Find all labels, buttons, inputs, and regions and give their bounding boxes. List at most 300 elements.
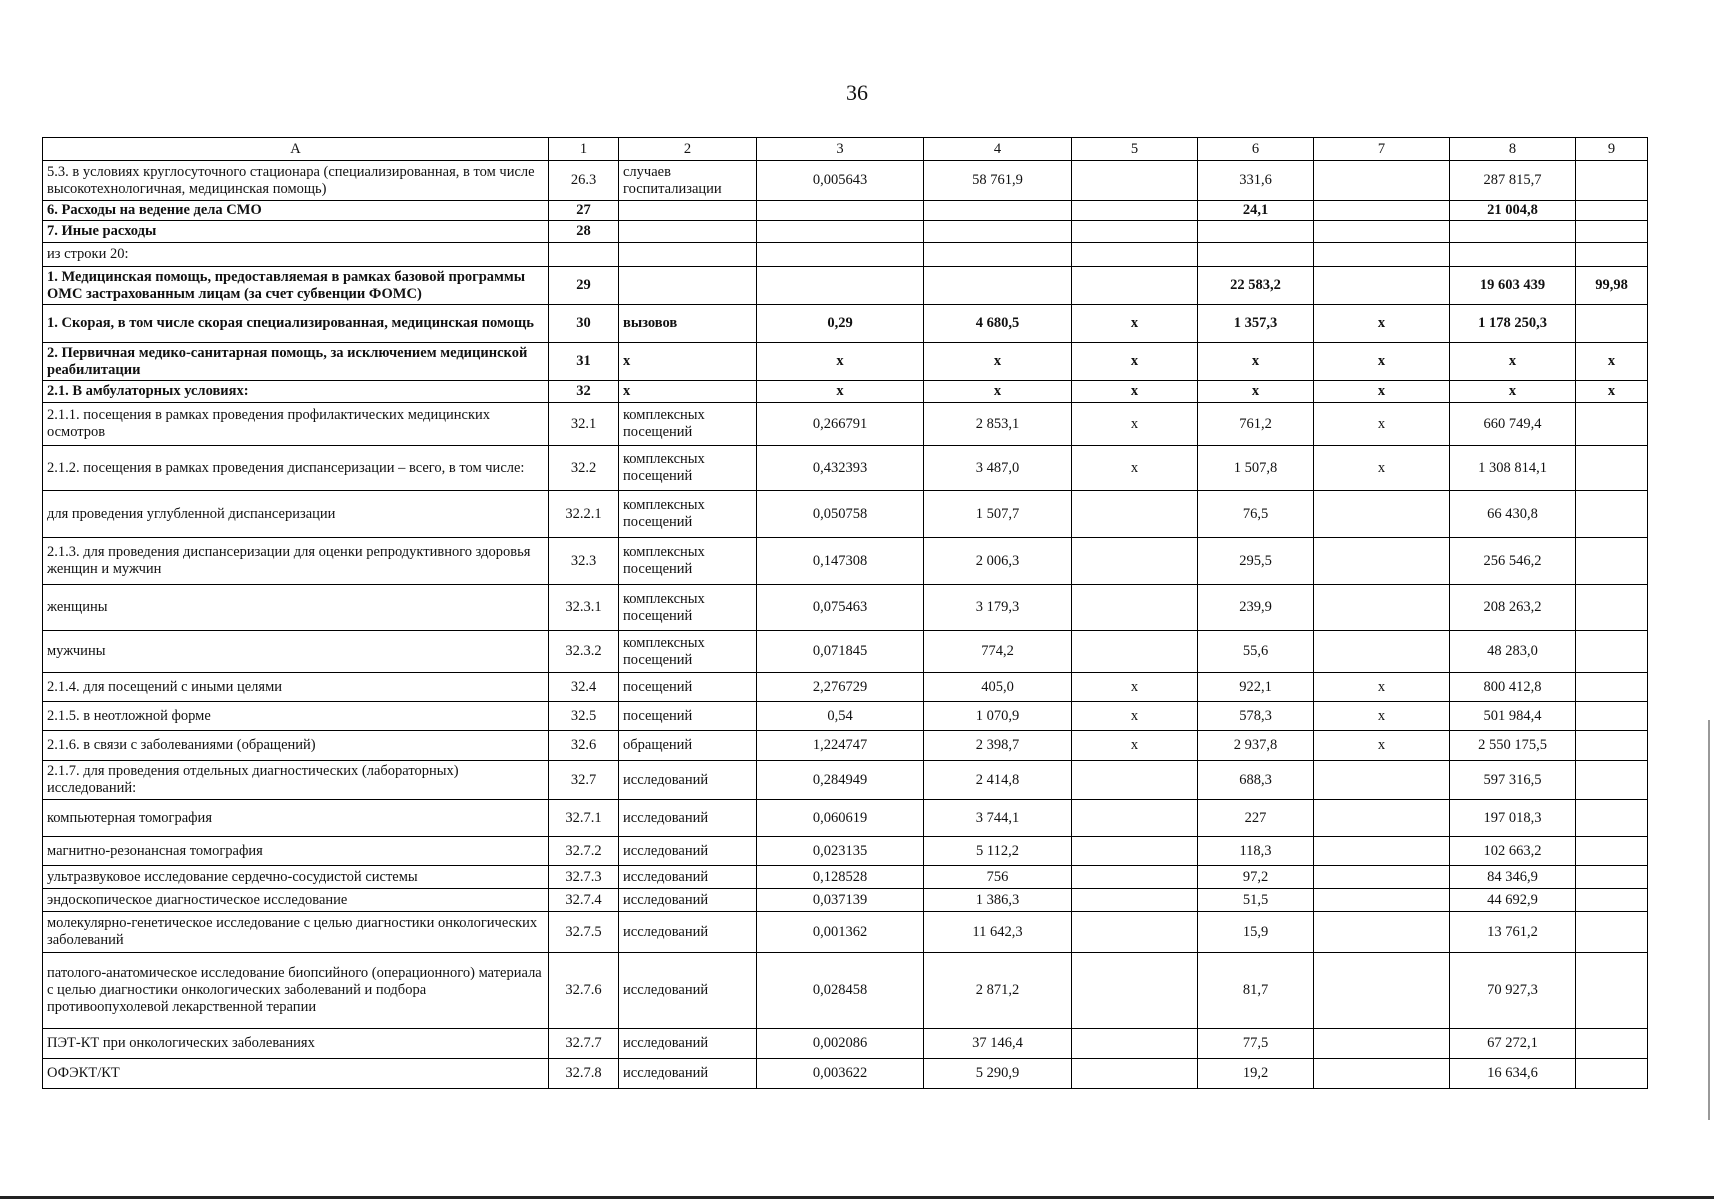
table-cell: 32.7.2 [549, 837, 619, 866]
table-cell: 1 386,3 [924, 889, 1072, 912]
table-cell: исследований [619, 761, 757, 800]
table-cell [619, 267, 757, 305]
table-cell: 239,9 [1198, 585, 1314, 631]
table-cell [1450, 243, 1576, 267]
table-cell: 0,001362 [757, 912, 924, 953]
row-description-cell: патолого-анатомическое исследование биопсийного (операционного) материала с целью диагностики онкологических заболеваний и подбора противоопухолевой лекарственной терапии [43, 953, 549, 1029]
table-row [43, 161, 1648, 201]
table-cell [924, 267, 1072, 305]
table-cell [1314, 267, 1450, 305]
table-row [43, 837, 1648, 866]
table-cell: 55,6 [1198, 631, 1314, 673]
table-cell [1072, 491, 1198, 538]
table-cell: исследований [619, 953, 757, 1029]
table-cell: 0,037139 [757, 889, 924, 912]
table-cell: 37 146,4 [924, 1029, 1072, 1059]
table-cell [1576, 702, 1648, 731]
table-cell: 2 006,3 [924, 538, 1072, 585]
table-cell: х [757, 343, 924, 381]
table-cell: 2,276729 [757, 673, 924, 702]
table-cell: 660 749,4 [1450, 403, 1576, 446]
table-cell: 3 179,3 [924, 585, 1072, 631]
table-cell [1314, 800, 1450, 837]
table-cell [1314, 243, 1450, 267]
table-cell: 197 018,3 [1450, 800, 1576, 837]
table-cell [1314, 761, 1450, 800]
data-table [42, 137, 1648, 1089]
table-cell [1576, 491, 1648, 538]
table-cell [1072, 761, 1198, 800]
table-cell [1576, 1029, 1648, 1059]
row-description-cell: 2.1.1. посещения в рамках проведения профилактических медицинских осмотров [43, 403, 549, 446]
table-cell: 32.7.8 [549, 1059, 619, 1089]
table-cell: 51,5 [1198, 889, 1314, 912]
table-cell [1314, 1059, 1450, 1089]
table-cell [1576, 446, 1648, 491]
table-cell [1576, 1059, 1648, 1089]
table-cell: комплексных посещений [619, 446, 757, 491]
table-cell: 44 692,9 [1450, 889, 1576, 912]
table-cell: 118,3 [1198, 837, 1314, 866]
row-description-cell: мужчины [43, 631, 549, 673]
table-cell [1314, 538, 1450, 585]
table-cell [1576, 631, 1648, 673]
table-cell: 208 263,2 [1450, 585, 1576, 631]
table-cell [1314, 161, 1450, 201]
row-description-cell: из строки 20: [43, 243, 549, 267]
column-header: 6 [1198, 138, 1314, 161]
table-cell: 11 642,3 [924, 912, 1072, 953]
column-header: 1 [549, 138, 619, 161]
table-cell: 32.2.1 [549, 491, 619, 538]
table-cell: 32.2 [549, 446, 619, 491]
table-cell [757, 221, 924, 243]
table-cell: 4 680,5 [924, 305, 1072, 343]
table-cell: обращений [619, 731, 757, 761]
table-row [43, 800, 1648, 837]
table-cell [1314, 889, 1450, 912]
column-header: 8 [1450, 138, 1576, 161]
table-row [43, 491, 1648, 538]
row-description-cell: магнитно-резонансная томография [43, 837, 549, 866]
row-description-cell: женщины [43, 585, 549, 631]
table-cell: комплексных посещений [619, 585, 757, 631]
table-cell: 0,060619 [757, 800, 924, 837]
row-description-cell: эндоскопическое диагностическое исследование [43, 889, 549, 912]
table-cell [1072, 889, 1198, 912]
table-cell [1314, 953, 1450, 1029]
table-cell [1072, 221, 1198, 243]
table-cell: 756 [924, 866, 1072, 889]
table-cell: 97,2 [1198, 866, 1314, 889]
table-cell [1072, 800, 1198, 837]
table-cell: 0,432393 [757, 446, 924, 491]
table-cell [1576, 305, 1648, 343]
row-description-cell: 2.1.7. для проведения отдельных диагностических (лабораторных) исследований: [43, 761, 549, 800]
table-cell [1314, 912, 1450, 953]
table-cell: 287 815,7 [1450, 161, 1576, 201]
table-cell: 501 984,4 [1450, 702, 1576, 731]
table-cell: 70 927,3 [1450, 953, 1576, 1029]
table-cell: 2 550 175,5 [1450, 731, 1576, 761]
table-cell: комплексных посещений [619, 491, 757, 538]
table-cell [619, 201, 757, 221]
table-row [43, 585, 1648, 631]
table-cell: 0,071845 [757, 631, 924, 673]
table-cell [1576, 243, 1648, 267]
table-cell: 32.7.6 [549, 953, 619, 1029]
table-cell: 1 308 814,1 [1450, 446, 1576, 491]
table-cell [1072, 866, 1198, 889]
table-cell [1576, 837, 1648, 866]
table-cell [1576, 221, 1648, 243]
table-cell [1576, 538, 1648, 585]
table-cell: х [1314, 305, 1450, 343]
table-cell: 256 546,2 [1450, 538, 1576, 585]
table-row [43, 221, 1648, 243]
column-header: 4 [924, 138, 1072, 161]
table-cell [1576, 953, 1648, 1029]
table-cell: 32.7 [549, 761, 619, 800]
table-cell [619, 243, 757, 267]
table-cell: 99,98 [1576, 267, 1648, 305]
table-cell: посещений [619, 702, 757, 731]
table-cell: 29 [549, 267, 619, 305]
table-row [43, 305, 1648, 343]
table-cell: 5 290,9 [924, 1059, 1072, 1089]
table-cell: 0,54 [757, 702, 924, 731]
table-cell [757, 243, 924, 267]
table-row [43, 343, 1648, 381]
table-cell: х [619, 343, 757, 381]
table-cell: случаев госпитализации [619, 161, 757, 201]
table-cell: 32.7.5 [549, 912, 619, 953]
table-cell [1576, 800, 1648, 837]
table-cell [619, 221, 757, 243]
column-header: А [43, 138, 549, 161]
table-cell [1072, 243, 1198, 267]
table-cell: х [1072, 343, 1198, 381]
table-row [43, 953, 1648, 1029]
table-cell [1072, 953, 1198, 1029]
table-cell: 32 [549, 381, 619, 403]
table-cell [1072, 837, 1198, 866]
column-header: 2 [619, 138, 757, 161]
table-cell: 774,2 [924, 631, 1072, 673]
table-cell [924, 201, 1072, 221]
table-cell: 922,1 [1198, 673, 1314, 702]
column-header: 5 [1072, 138, 1198, 161]
table-cell: исследований [619, 1059, 757, 1089]
table-cell: х [619, 381, 757, 403]
header-row [43, 138, 1648, 161]
row-description-cell: ультразвуковое исследование сердечно-сосудистой системы [43, 866, 549, 889]
table-cell: х [1314, 381, 1450, 403]
column-header: 9 [1576, 138, 1648, 161]
table-cell: х [1072, 731, 1198, 761]
table-cell: х [1576, 343, 1648, 381]
table-cell: 2 853,1 [924, 403, 1072, 446]
row-description-cell: 2.1.4. для посещений с иными целями [43, 673, 549, 702]
table-cell: 32.6 [549, 731, 619, 761]
row-description-cell: 2.1. В амбулаторных условиях: [43, 381, 549, 403]
table-cell: 2 871,2 [924, 953, 1072, 1029]
table-cell [1576, 889, 1648, 912]
table-cell: 0,075463 [757, 585, 924, 631]
table-cell: х [1314, 702, 1450, 731]
table-cell: 102 663,2 [1450, 837, 1576, 866]
table-cell: 1 070,9 [924, 702, 1072, 731]
table-cell [1314, 631, 1450, 673]
table-cell: исследований [619, 889, 757, 912]
table-cell [1576, 761, 1648, 800]
table-cell: 32.3.1 [549, 585, 619, 631]
table-cell [1314, 837, 1450, 866]
table-cell [1072, 1029, 1198, 1059]
table-cell: исследований [619, 912, 757, 953]
table-cell [1576, 201, 1648, 221]
table-cell: х [924, 343, 1072, 381]
table-cell: х [1072, 673, 1198, 702]
table-row [43, 889, 1648, 912]
table-cell: 26.3 [549, 161, 619, 201]
table-cell [1314, 866, 1450, 889]
table-row [43, 243, 1648, 267]
table-row [43, 866, 1648, 889]
table-cell: исследований [619, 1029, 757, 1059]
table-cell: 578,3 [1198, 702, 1314, 731]
table-cell: комплексных посещений [619, 538, 757, 585]
table-cell: 84 346,9 [1450, 866, 1576, 889]
table-row [43, 267, 1648, 305]
table-cell: 0,147308 [757, 538, 924, 585]
table-cell: 0,284949 [757, 761, 924, 800]
row-description-cell: 5.3. в условиях круглосуточного стационара (специализированная, в том числе высокотехнологичная, медицинская помощь) [43, 161, 549, 201]
row-description-cell: 2.1.3. для проведения диспансеризации для оценки репродуктивного здоровья женщин и мужчин [43, 538, 549, 585]
table-cell: х [1314, 403, 1450, 446]
table-cell [1314, 585, 1450, 631]
table-cell: 0,002086 [757, 1029, 924, 1059]
table-cell: 24,1 [1198, 201, 1314, 221]
table-row [43, 912, 1648, 953]
table-cell: 3 487,0 [924, 446, 1072, 491]
table-cell: 16 634,6 [1450, 1059, 1576, 1089]
table-row [43, 731, 1648, 761]
table-cell [1072, 538, 1198, 585]
table-cell [1314, 491, 1450, 538]
table-cell [1576, 161, 1648, 201]
table-cell: 0,050758 [757, 491, 924, 538]
table-cell: 2 414,8 [924, 761, 1072, 800]
table-cell: 0,005643 [757, 161, 924, 201]
table-cell: 0,023135 [757, 837, 924, 866]
table-cell: 405,0 [924, 673, 1072, 702]
table-cell [1576, 866, 1648, 889]
table-cell: 1 507,8 [1198, 446, 1314, 491]
table-cell: х [1072, 403, 1198, 446]
table-cell [1576, 673, 1648, 702]
table-cell [1450, 221, 1576, 243]
table-cell: 1,224747 [757, 731, 924, 761]
table-cell [924, 243, 1072, 267]
table-row [43, 761, 1648, 800]
table-cell [1072, 912, 1198, 953]
table-cell: 30 [549, 305, 619, 343]
table-cell: 81,7 [1198, 953, 1314, 1029]
table-cell: 22 583,2 [1198, 267, 1314, 305]
table-cell: комплексных посещений [619, 403, 757, 446]
table-cell [1072, 267, 1198, 305]
table-cell [1072, 201, 1198, 221]
table-cell: 32.4 [549, 673, 619, 702]
row-description-cell: 6. Расходы на ведение дела СМО [43, 201, 549, 221]
table-cell: 1 507,7 [924, 491, 1072, 538]
table-cell: 2 398,7 [924, 731, 1072, 761]
row-description-cell: молекулярно-генетическое исследование с целью диагностики онкологических заболеваний [43, 912, 549, 953]
table-cell: х [1314, 731, 1450, 761]
table-cell [757, 267, 924, 305]
table-cell: 331,6 [1198, 161, 1314, 201]
row-description-cell: 1. Медицинская помощь, предоставляемая в рамках базовой программы ОМС застрахованным лицам (за счет субвенции ФОМС) [43, 267, 549, 305]
table-cell: 227 [1198, 800, 1314, 837]
row-description-cell: 2.1.6. в связи с заболеваниями (обращений) [43, 731, 549, 761]
table-cell: 295,5 [1198, 538, 1314, 585]
table-cell: исследований [619, 837, 757, 866]
table-cell: х [924, 381, 1072, 403]
table-cell: 32.5 [549, 702, 619, 731]
table-cell: вызовов [619, 305, 757, 343]
table-cell: х [1450, 343, 1576, 381]
table-cell: 27 [549, 201, 619, 221]
table-cell: 0,003622 [757, 1059, 924, 1089]
table-cell: х [757, 381, 924, 403]
table-cell: 67 272,1 [1450, 1029, 1576, 1059]
table-cell: х [1314, 446, 1450, 491]
table-cell: х [1314, 343, 1450, 381]
table-cell [1576, 585, 1648, 631]
row-description-cell: компьютерная томография [43, 800, 549, 837]
table-cell: 32.7.3 [549, 866, 619, 889]
table-cell: 32.7.7 [549, 1029, 619, 1059]
table-row [43, 201, 1648, 221]
table-cell [1576, 912, 1648, 953]
page-bottom-rule [0, 1196, 1714, 1199]
table-cell: 13 761,2 [1450, 912, 1576, 953]
table-cell: 0,028458 [757, 953, 924, 1029]
table-cell: х [1072, 381, 1198, 403]
table-cell [1314, 1029, 1450, 1059]
table-cell: 31 [549, 343, 619, 381]
table-cell [924, 221, 1072, 243]
table-cell: 21 004,8 [1450, 201, 1576, 221]
table-cell: 19 603 439 [1450, 267, 1576, 305]
table-cell: 66 430,8 [1450, 491, 1576, 538]
table-cell: 15,9 [1198, 912, 1314, 953]
row-description-cell: 1. Скорая, в том числе скорая специализированная, медицинская помощь [43, 305, 549, 343]
table-cell: посещений [619, 673, 757, 702]
row-description-cell: ПЭТ-КТ при онкологических заболеваниях [43, 1029, 549, 1059]
table-cell: х [1450, 381, 1576, 403]
table-cell: 28 [549, 221, 619, 243]
table-row [43, 446, 1648, 491]
table-cell: 58 761,9 [924, 161, 1072, 201]
table-row [43, 381, 1648, 403]
table-row [43, 1029, 1648, 1059]
table-cell: 0,266791 [757, 403, 924, 446]
table-cell: 0,128528 [757, 866, 924, 889]
table-cell [1198, 221, 1314, 243]
column-header: 3 [757, 138, 924, 161]
scan-edge-mark [1708, 720, 1710, 1120]
table-cell: х [1198, 381, 1314, 403]
row-description-cell: для проведения углубленной диспансеризации [43, 491, 549, 538]
table-cell: 48 283,0 [1450, 631, 1576, 673]
table-cell: 32.3 [549, 538, 619, 585]
table-cell: 761,2 [1198, 403, 1314, 446]
table-cell: 32.7.4 [549, 889, 619, 912]
table-cell: 800 412,8 [1450, 673, 1576, 702]
table-cell: 688,3 [1198, 761, 1314, 800]
row-description-cell: 2.1.2. посещения в рамках проведения диспансеризации – всего, в том числе: [43, 446, 549, 491]
row-description-cell: 7. Иные расходы [43, 221, 549, 243]
table-cell: 0,29 [757, 305, 924, 343]
table-cell: х [1314, 673, 1450, 702]
table-row [43, 702, 1648, 731]
table-cell: 76,5 [1198, 491, 1314, 538]
table-cell [549, 243, 619, 267]
table-cell: х [1198, 343, 1314, 381]
table-cell: 3 744,1 [924, 800, 1072, 837]
table-row [43, 673, 1648, 702]
page-number: 36 [846, 80, 868, 105]
table-row [43, 403, 1648, 446]
table-cell: 5 112,2 [924, 837, 1072, 866]
column-header: 7 [1314, 138, 1450, 161]
row-description-cell: ОФЭКТ/КТ [43, 1059, 549, 1089]
table-cell: 1 178 250,3 [1450, 305, 1576, 343]
row-description-cell: 2.1.5. в неотложной форме [43, 702, 549, 731]
table-row [43, 631, 1648, 673]
table-cell: 32.7.1 [549, 800, 619, 837]
table-cell [1576, 731, 1648, 761]
table-cell: 32.1 [549, 403, 619, 446]
table-cell: комплексных посещений [619, 631, 757, 673]
table-row [43, 538, 1648, 585]
table-cell [1314, 201, 1450, 221]
table-row [43, 1059, 1648, 1089]
table-cell: 1 357,3 [1198, 305, 1314, 343]
table-cell [757, 201, 924, 221]
table-cell: исследований [619, 866, 757, 889]
table-cell [1314, 221, 1450, 243]
table-cell: 77,5 [1198, 1029, 1314, 1059]
table-cell: 32.3.2 [549, 631, 619, 673]
row-description-cell: 2. Первичная медико-санитарная помощь, за исключением медицинской реабилитации [43, 343, 549, 381]
table-cell [1072, 161, 1198, 201]
table-cell [1072, 631, 1198, 673]
table-cell [1198, 243, 1314, 267]
table-cell: 597 316,5 [1450, 761, 1576, 800]
table-cell: х [1072, 446, 1198, 491]
table-cell: 2 937,8 [1198, 731, 1314, 761]
table-cell [1072, 1059, 1198, 1089]
table-cell: х [1576, 381, 1648, 403]
table-cell: 19,2 [1198, 1059, 1314, 1089]
table-cell: х [1072, 305, 1198, 343]
table-cell [1576, 403, 1648, 446]
table-cell: исследований [619, 800, 757, 837]
table-cell [1072, 585, 1198, 631]
